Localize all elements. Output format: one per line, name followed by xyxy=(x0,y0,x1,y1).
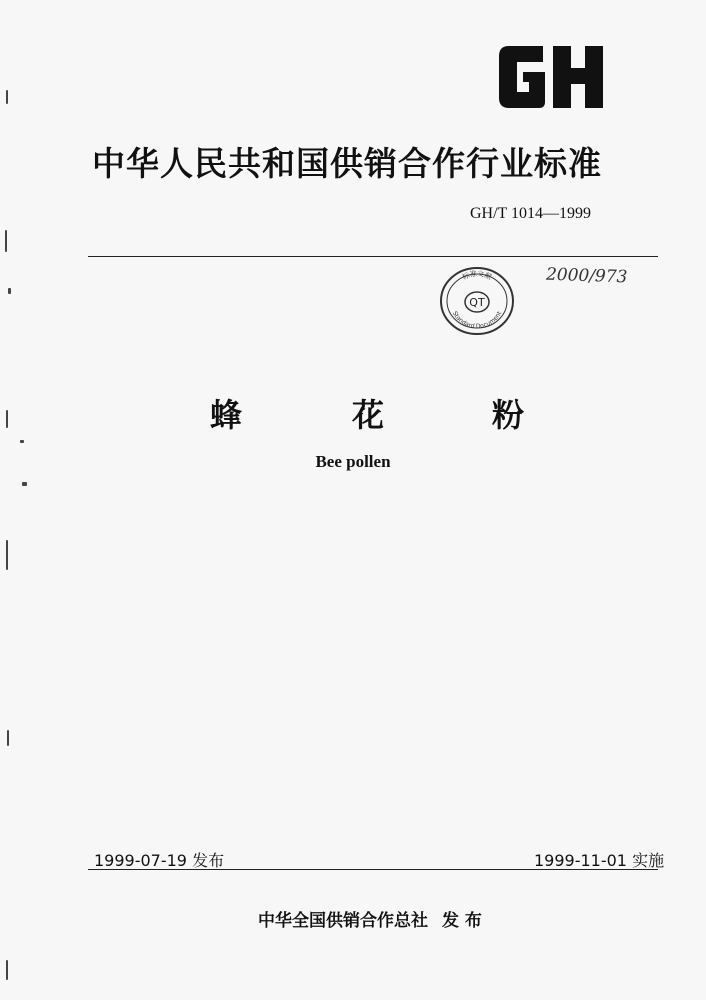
svg-text:标准文献 xyxy=(461,269,494,282)
bottom-divider xyxy=(88,869,658,870)
top-divider xyxy=(88,256,658,257)
title-char-3: 粉 xyxy=(492,396,525,434)
publisher-line xyxy=(258,906,482,931)
handwritten-catalog-number: 2000/973 xyxy=(545,264,628,288)
stamp-top-text: 标准文献 xyxy=(461,269,493,282)
gh-logo xyxy=(495,44,607,110)
standard-document-stamp xyxy=(438,264,516,338)
scan-edge-marks xyxy=(0,0,30,1000)
issue-date: 1999-07-19 发布 xyxy=(94,851,225,870)
title-char-2: 花 xyxy=(352,396,385,434)
standard-number: GH/T 1014—1999 xyxy=(470,205,592,222)
stamp-center-text: QT xyxy=(469,296,485,309)
svg-text:Standard Document xyxy=(451,310,504,330)
issuing-standard-category: 中华人民共和国供销合作行业标准 xyxy=(92,144,602,183)
title-char-1: 蜂 xyxy=(210,396,243,434)
implementation-date: 1999-11-01 实施 xyxy=(534,851,665,870)
publisher-name: 中华全国供销合作总社 xyxy=(258,911,428,931)
document-title-chinese xyxy=(210,390,525,434)
gh-logo-g xyxy=(499,46,545,108)
document-title-english: Bee pollen xyxy=(315,452,391,471)
publish-word: 发 布 xyxy=(442,911,482,931)
gh-logo-h xyxy=(553,46,603,108)
stamp-bottom-text: Standard Document xyxy=(450,310,504,331)
